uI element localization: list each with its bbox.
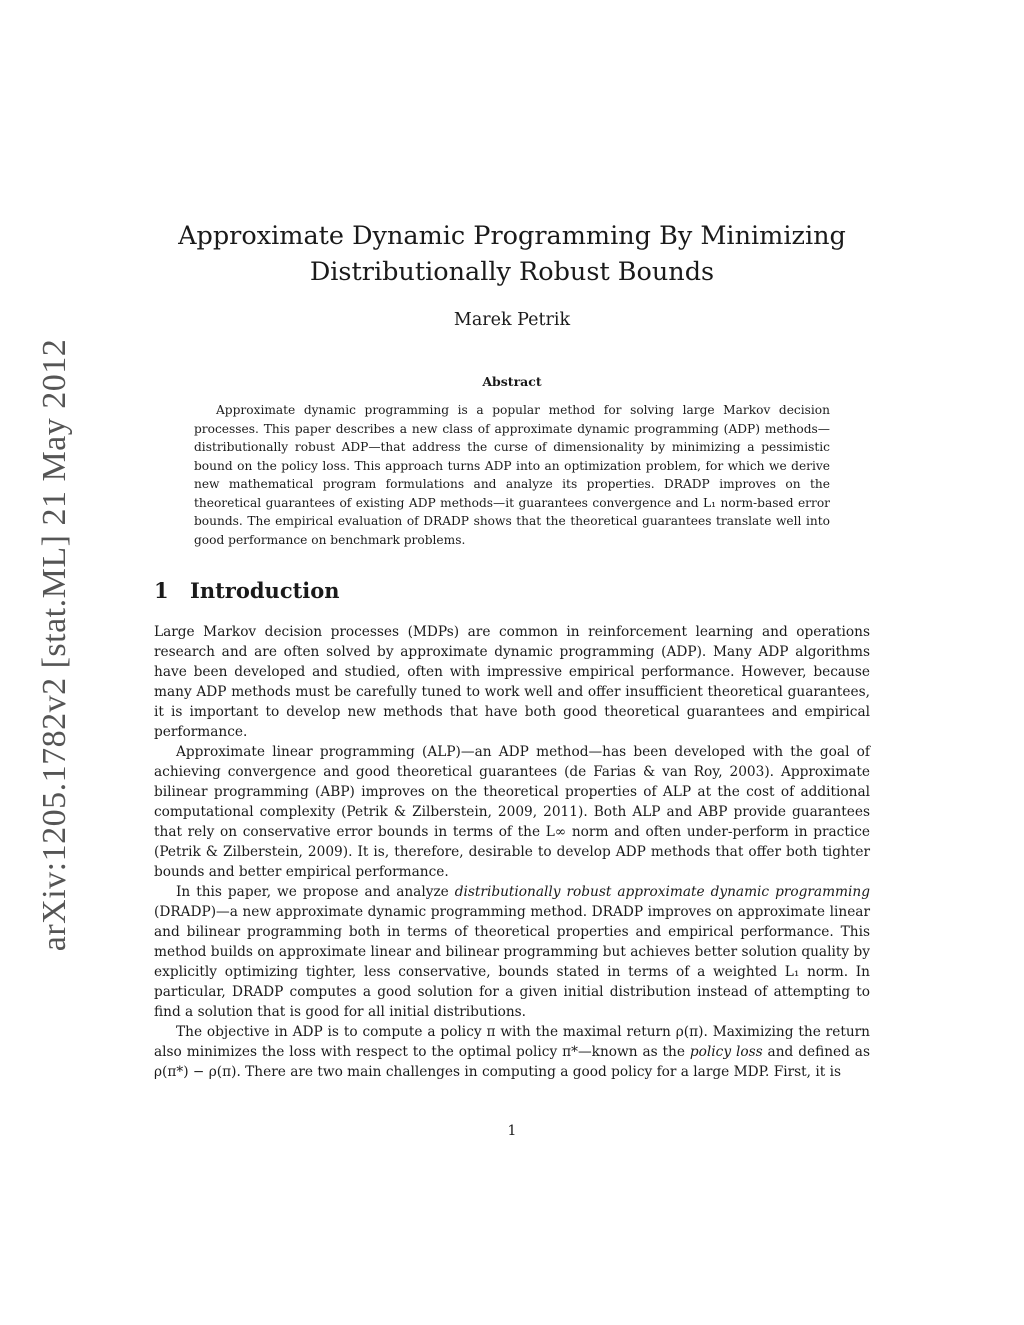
paragraph-4-start: The objective in ADP is to compute a policy π with the maximal return ρ(π). Maximizing the return also minimizes the loss with respect to the optimal policy π*—known as the [154, 1024, 870, 1060]
abstract-text: Approximate dynamic programming is a popular method for solving large Markov decision processes. This paper describes a new class of approximate dynamic programming (ADP) methods—distributionally robust ADP—that address the curse of dimensionality by minimizing a pessimistic bound on the policy loss. This approach turns ADP into an optimization problem, for which we derive new mathematical program formulations and analyze its properties. DRADP improves on the theoretical guarantees of existing ADP methods—it guarantees convergence and L₁ norm-based error bounds. The empirical evaluation of DRADP shows that the theoretical guarantees translate well into good performance on benchmark problems. [194, 403, 830, 547]
page-number: 1 [507, 1123, 517, 1139]
arxiv-identifier-stamp: arXiv:1205.1782v2 [stat.ML] 21 May 2012 [36, 338, 73, 952]
paragraph-3 [154, 882, 870, 1022]
paragraph-1: Large Markov decision processes (MDPs) are common in reinforcement learning and operations research and are often solved by approximate dynamic programming (ADP). Many ADP algorithms have been developed and studied, often with impressive empirical performance. However, because many ADP methods must be carefully tuned to work well and offer insufficient theoretical guarantees, it is important to develop new methods that have both good theoretical guarantees and empirical performance. [154, 624, 870, 740]
section-heading [154, 578, 340, 603]
author-name: Marek Petrik [453, 310, 571, 330]
paragraph-3-emphasis: distributionally robust approximate dynamic programming [454, 884, 870, 900]
paragraph-4 [154, 1022, 870, 1082]
abstract-heading: Abstract [482, 374, 542, 389]
paragraph-3-start: In this paper, we propose and analyze [176, 884, 455, 900]
introduction-body [154, 622, 870, 1082]
section-title: Introduction [190, 578, 340, 603]
paragraph-4-emphasis: policy loss [689, 1044, 763, 1060]
paper-title: Approximate Dynamic Programming By Minimizing Distributionally Robust Bounds [178, 221, 846, 287]
paragraph-4-end: and defined as ρ(π*) − ρ(π). There are two main challenges in computing a good policy for a large MDP. First, it is [154, 1044, 870, 1080]
paragraph-2: Approximate linear programming (ALP)—an ADP method—has been developed with the goal of achieving convergence and good theoretical guarantees (de Farias & van Roy, 2003). Approximate bilinear programming (ABP) improves on the theoretical properties of ALP at the cost of additional computational complexity (Petrik & Zilberstein, 2009, 2011). Both ALP and ABP provide guarantees that rely on conservative error bounds in terms of the L∞ norm and often under-perform in practice (Petrik & Zilberstein, 2009). It is, therefore, desirable to develop ADP methods that offer both tighter bounds and better empirical performance. [154, 744, 870, 880]
section-number: 1 [154, 578, 169, 603]
paragraph-3-end: (DRADP)—a new approximate dynamic programming method. DRADP improves on approximate linear and bilinear programming both in terms of theoretical properties and empirical performance. This method builds on approximate linear and bilinear programming but achieves better solution quality by explicitly optimizing tighter, less conservative, bounds stated in terms of a weighted L₁ norm. In particular, DRADP computes a good solution for a given initial distribution instead of attempting to find a solution that is good for all initial distributions. [154, 904, 870, 1020]
